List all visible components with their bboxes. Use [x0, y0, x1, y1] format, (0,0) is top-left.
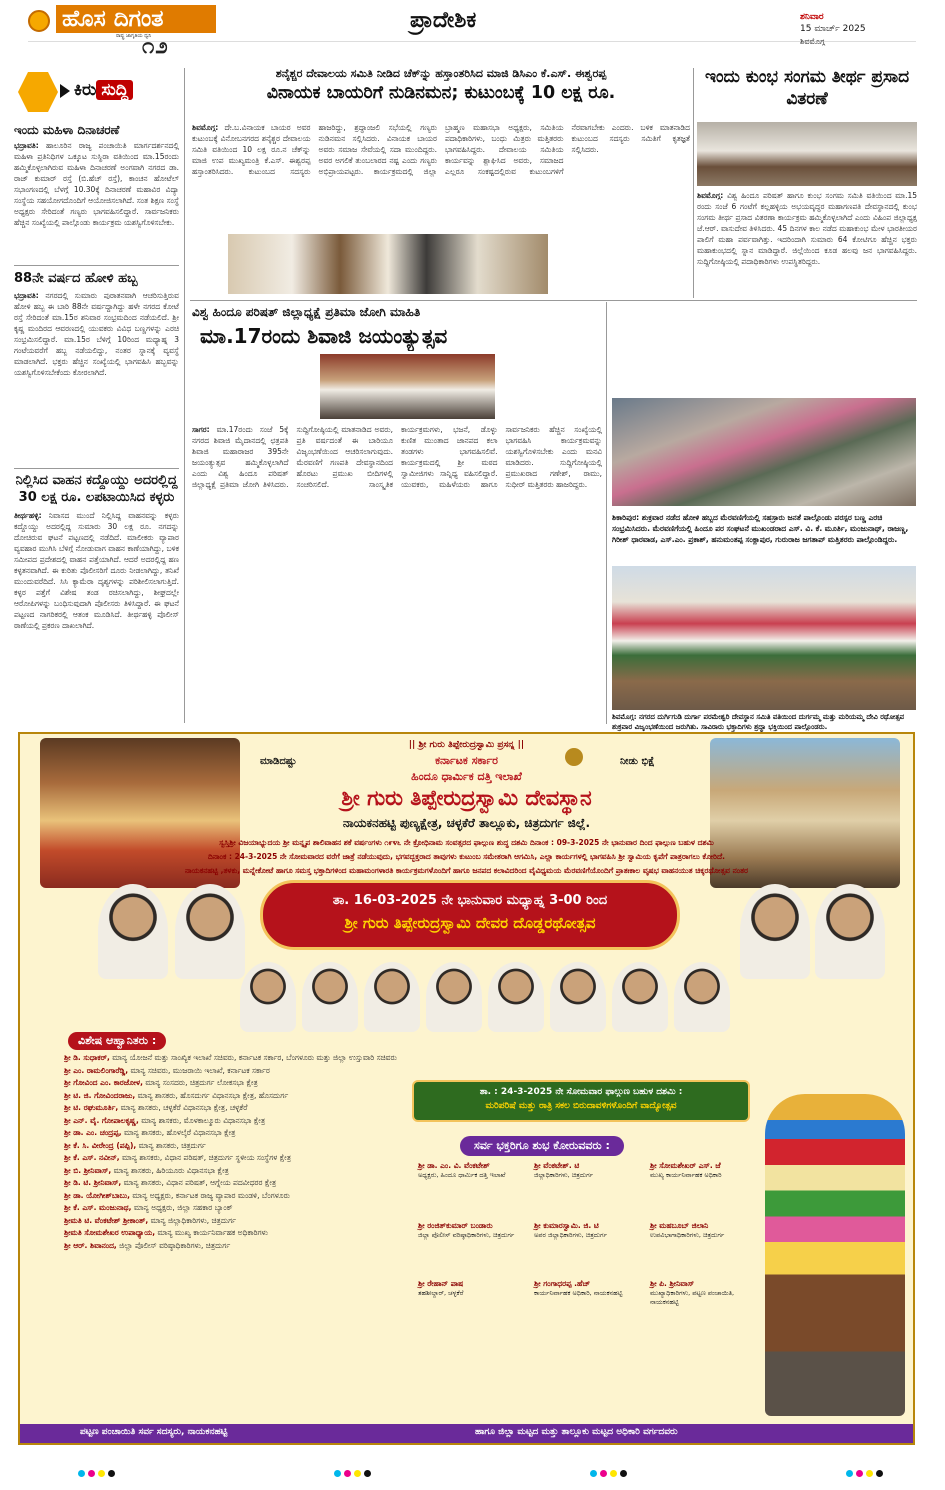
- dignitary-photo: [364, 962, 420, 1032]
- photo-caption-1: ಶಿಕಾರಿಪುರ: ಶುಕ್ರವಾರ ನಡೆದ ಹೋಳಿ ಹಬ್ಬದ ಮೆರವಣಿಗೆಯಲ್ಲಿ ಸಹಸ್ರಾರು ಜನತೆ ಪಾಲ್ಗೊಂಡು ಪರಸ್ಪರ ಬಣ್ಣ ಎರಚಿ ಸಂಭ್ರಮಿಸಿದರು. ಮೆರವಣಿಗೆಯಲ್ಲಿ ಹಿಂದೂ ಪರ ಸಂಘಟನೆ ಮುಖಂಡರಾದ ಎಸ್. ವಿ. ಕೆ. ಮೂರ್ತಿ, ಮಂಜುನಾಥ್, ರಾಜಣ್ಣ, ಗಿರೀಶ್ ಧಾರವಾಡ, ಎಸ್.ಎಂ. ಪ್ರಕಾಶ್, ಹನುಮಂತಪ್ಪ ಸಂಕ್ಲಾಪುರ, ಗುರುರಾಜ ಜಗತಾಪ್ ಮತ್ತಿತರರು ಪಾಲ್ಗೊಂಡಿದ್ದರು.: [612, 513, 909, 544]
- invitee-role: ಮಾನ್ಯ ಸಂಸದರು, ಚಿತ್ರದುರ್ಗ ಲೋಕಸಭಾ ಕ್ಷೇತ್ರ: [142, 1078, 258, 1087]
- ad-right-tag: ನೀಡು ಭಿಕ್ಷೆ: [620, 756, 655, 767]
- invitee-row: [64, 1190, 409, 1203]
- story-3-headline: ಮಾ.17ರಂದು ಶಿವಾಜಿ ಜಯಂತ್ಯುತ್ಸವ: [200, 324, 448, 348]
- invitee-role: ಮಾನ್ಯ ಅಧ್ಯಕ್ಷರು, ಕರ್ನಾಟಕ ರಾಜ್ಯ ವ್ಯಾಪಾರ ಮಂಡಳಿ, ಬೆಂಗಳೂರು: [129, 1190, 290, 1200]
- greeter-role: ಮುಖ್ಯಾಧಿಕಾರಿಗಳು, ಪಟ್ಟಣ ಪಂಚಾಯಿತಿ, ನಾಯಕನಹಟ್ಟಿ: [650, 1289, 735, 1306]
- invitee-name: ಶ್ರೀ ಆರ್. ಶಿವಾನಂದ,: [64, 1240, 117, 1250]
- karnataka-emblem-icon: [565, 748, 583, 766]
- invitee-role: ಜಿಲ್ಲಾ ಪೊಲೀಸ್ ವರಿಷ್ಠಾಧಿಕಾರಿಗಳು, ಚಿತ್ರದುರ್ಗ: [116, 1240, 231, 1250]
- invitee-name: ಶ್ರೀ ಕೆ. ಎಸ್. ನವೀನ್,: [64, 1153, 120, 1162]
- greeter-name: ಶ್ರೀ ವೆಂಕಟೇಶ್. ಟಿ: [534, 1161, 580, 1170]
- column-divider: [606, 302, 607, 724]
- invitee-name: ಶ್ರೀ ಡಿ. ಸುಧಾಕರ್,: [64, 1053, 110, 1062]
- issue-day: ಶನಿವಾರ: [800, 12, 824, 22]
- greeter-name: ಶ್ರೀ ಸೋಮಶೇಖರ್ ಎಸ್. ಜೆ: [650, 1161, 721, 1170]
- dignitary-photo: [302, 962, 358, 1032]
- ad-invitees-list: [64, 1052, 409, 1252]
- dignitary-photo: [815, 884, 885, 979]
- invitee-name: ಶ್ರೀ ಡಿ. ಟಿ. ಶ್ರೀನಿವಾಸ್,: [64, 1178, 122, 1187]
- divider: [14, 468, 179, 469]
- ad-date-box-line-1: ತಾ. : 24-3-2025 ನೇ ಸೋಮವಾರ ಫಾಲ್ಗುಣ ಬಹುಳ ದಶಮಿ :: [479, 1087, 683, 1097]
- story-3: [192, 304, 602, 724]
- column-divider: [184, 68, 185, 723]
- ad-greeters-title: ಸರ್ವ ಭಕ್ತರಿಗೂ ಶುಭ ಕೋರುವವರು :: [460, 1136, 624, 1156]
- pointer-icon: [60, 84, 70, 98]
- invitee-role: ಮಾನ್ಯ ಮುಖ್ಯ ಕಾರ್ಯನಿರ್ವಾಹಕ ಅಧಿಕಾರಿಗಳು: [155, 1228, 268, 1237]
- ad-invocation: || ಶ್ರೀ ಗುರು ತಿಪ್ಪೇರುದ್ರಸ್ವಾಮಿ ಪ್ರಸನ್ನ ||: [408, 740, 525, 750]
- greeter-role: ಉಪವಿಭಾಗಾಧಿಕಾರಿಗಳು, ಚಿತ್ರದುರ್ಗ: [650, 1231, 725, 1239]
- ad-footer-right: ಹಾಗೂ ಜಿಲ್ಲಾ ಮಟ್ಟದ ಮತ್ತು ತಾಲ್ಲೂಕು ಮಟ್ಟದ ಅಧಿಕಾರಿ ವರ್ಗದವರು: [475, 1427, 678, 1437]
- greeter-role: ಮುಖ್ಯ ಕಾರ್ಯನಿರ್ವಾಹಕ ಅಧಿಕಾರಿ: [650, 1171, 722, 1179]
- masthead-logo: [28, 4, 164, 39]
- invitee-name: ಶ್ರೀ ಡಾ. ಯೋಗೀಶ್‌ಬಾಬು,: [64, 1190, 130, 1200]
- invitee-row: [64, 1065, 409, 1078]
- story-1-kicker: ಶನೈಶ್ಚರ ದೇವಾಲಯ ಸಮಿತಿ ನೀಡಿದ ಚೆಕ್‌ನ್ನು ಹಸ್ತಾಂತರಿಸಿದ ಮಾಜಿ ಡಿಸಿಎಂ ಕೆ.ಎಸ್. ಈಶ್ವರಪ್ಪ: [275, 67, 607, 80]
- story-1-body: [192, 122, 690, 230]
- greeter-role: ಅಪರ ಜಿಲ್ಲಾಧಿಕಾರಿಗಳು, ಚಿತ್ರದುರ್ಗ: [534, 1231, 607, 1239]
- dignitary-photo: [612, 962, 668, 1032]
- sun-icon: [28, 10, 50, 32]
- ad-left-tag: ಮಾಡಿದಷ್ಟು: [260, 756, 297, 767]
- story-1-dateline: ಶಿವಮೊಗ್ಗ:: [192, 123, 219, 132]
- ad-banner-event: ಶ್ರೀ ಗುರು ತಿಪ್ಪೇರುದ್ರಸ್ವಾಮಿ ದೇವರ ದೊಡ್ಡರಥೋತ್ಸವ: [344, 914, 596, 932]
- story-3-body: [192, 424, 602, 722]
- ad-place: ನಾಯಕನಹಟ್ಟಿ ಪುಣ್ಯಕ್ಷೇತ್ರ, ಚಳ್ಳಕೆರೆ ತಾಲ್ಲೂಕು, ಚಿತ್ರದುರ್ಗ ಜಿಲ್ಲೆ.: [342, 816, 591, 830]
- ad-govt: ಕರ್ನಾಟಕ ಸರ್ಕಾರ: [435, 754, 498, 767]
- greeter-role: ಜಿಲ್ಲಾಧಿಕಾರಿಗಳು, ಚಿತ್ರದುರ್ಗ: [534, 1171, 593, 1179]
- greeter: [418, 1160, 528, 1180]
- invitee-row: [64, 1215, 409, 1228]
- invitee-row: [64, 1127, 409, 1140]
- divider: [190, 300, 917, 301]
- invitee-row: [64, 1077, 409, 1090]
- invitee-name: ಶ್ರೀ ಗೋವಿಂದ ಎಂ. ಕಾರಜೋಳ,: [64, 1078, 143, 1087]
- ad-date-box-line-2: ಮರಿಪರಿಷೆ ಮತ್ತು ರಾತ್ರಿ ಸಕಲ ಬಿರುದಾವಳಿಗಳೊಂದಿಗೆ ವಾದ್ಯೋತ್ಸವ: [485, 1101, 677, 1111]
- invitee-name: ಶ್ರೀ ಕೆ. ಎಸ್. ಮಂಜುನಾಥ,: [64, 1203, 132, 1212]
- story-2: [697, 66, 917, 298]
- ad-banner-date: ತಾ. 16-03-2025 ನೇ ಭಾನುವಾರ ಮಧ್ಯಾಹ್ನ 3-00 ರಿಂದ: [332, 893, 608, 908]
- column-divider: [693, 68, 694, 298]
- story-1-headline: ವಿನಾಯಕ ಬಾಯರಿಗೆ ನುಡಿನಮನ; ಕುಟುಂಬಕ್ಕೆ 10 ಲಕ್ಷ ರೂ.: [266, 83, 616, 103]
- brief-2-dateline: ಭದ್ರಾವತಿ:: [14, 291, 39, 300]
- invitee-role: ಮಾನ್ಯ ಅಧ್ಯಕ್ಷರು, ಜಿಲ್ಲಾ ಸಹಕಾರ ಬ್ಯಾಂಕ್: [131, 1203, 233, 1212]
- registration-marks: [334, 1470, 371, 1477]
- invitee-name: ಶ್ರೀ ಎಂ. ರಾಮಲಿಂಗಾರೆಡ್ಡಿ,: [64, 1065, 129, 1075]
- story-1-text: ದೇ.ಬ.ವಿನಾಯಕ ಬಾಯರ ಅವರ ಕುಟುಂಬಕ್ಕೆ ವಿನೋಬನಗರದ ಶನೈಶ್ಚರ ದೇವಾಲಯ ಸಮಿತಿ ವತಿಯಿಂದ 10 ಲಕ್ಷ ರೂ.ನ ಚೆಕ್‌ನ್ನು ಮಾಜಿ ಉಪ ಮುಖ್ಯಮಂತ್ರಿ ಕೆ.ಎಸ್. ಈಶ್ವರಪ್ಪ ಹಸ್ತಾಂತರಿಸಿದರು. ಕುಟುಂಬದ ಸದಸ್ಯರು ಹಾಜರಿದ್ದು, ಶ್ರದ್ಧಾಂಜಲಿ ಸಭೆಯಲ್ಲಿ ಗಣ್ಯರು ನುಡಿನಮನ ಸಲ್ಲಿಸಿದರು. ವಿನಾಯಕ ಬಾಯರ ಅವರು ಸಮಾಜ ಸೇವೆಯಲ್ಲಿ ಸದಾ ಮುಂದಿದ್ದರು. ಅವರ ಅಗಲಿಕೆ ತುಂಬಲಾರದ ನಷ್ಟ ಎಂದು ಗಣ್ಯರು ಅಭಿಪ್ರಾಯಪಟ್ಟರು. ಕಾರ್ಯಕ್ರಮದಲ್ಲಿ ಜಿಲ್ಲಾ ಬ್ರಾಹ್ಮಣ ಮಹಾಸಭಾ ಅಧ್ಯಕ್ಷರು, ಸಮಿತಿಯ ಪದಾಧಿಕಾರಿಗಳು, ಬಂಧು ಮಿತ್ರರು ಮತ್ತಿತರರು ಭಾಗವಹಿಸಿದ್ದರು. ದೇವಾಲಯ ಸಮಿತಿಯ ಕಾರ್ಯವನ್ನು ಶ್ಲಾಘಿಸಿದ ಅವರು, ಸಮಾಜದ ಎಲ್ಲರೂ ಸಂಕಷ್ಟದಲ್ಲಿರುವ ಕುಟುಂಬಗಳಿಗೆ ನೆರವಾಗಬೇಕು ಎಂದರು. ಬಳಿಕ ಮಾತನಾಡಿದ ಕುಟುಂಬದ ಸದಸ್ಯರು ಸಮಿತಿಗೆ ಕೃತಜ್ಞತೆ ಸಲ್ಲಿಸಿದರು.: [192, 123, 690, 176]
- kirusuddi-header: [14, 70, 179, 116]
- dignitary-photo: [488, 962, 544, 1032]
- greeter-role: ಜಿಲ್ಲಾ ಪೊಲೀಸ್ ವರಿಷ್ಠಾಧಿಕಾರಿಗಳು, ಚಿತ್ರದುರ್ಗ: [418, 1231, 515, 1239]
- invitee-role: ಮಾನ್ಯ ಸಚಿವರು, ಮುಜರಾಯಿ ಇಲಾಖೆ, ಕರ್ನಾಟಕ ಸರ್ಕಾರ: [128, 1065, 270, 1075]
- brief-1-headline: ಇಂದು ಮಹಿಳಾ ದಿನಾಚರಣೆ: [14, 123, 120, 137]
- kirusuddi-label-suffix: ಸುದ್ದಿ: [96, 80, 133, 100]
- invitee-role: ಮಾನ್ಯ ಶಾಸಕರು, ಚಳ್ಳಕೆರೆ ವಿಧಾನಸಭಾ ಕ್ಷೇತ್ರ, ಚಳ್ಳಕೆರೆ: [118, 1103, 248, 1112]
- news-photo-press-conference: [320, 354, 495, 419]
- photo-caption-2: ಶಿವಮೊಗ್ಗ: ನಗರದ ದುರ್ಗಿಗುಡಿ ದುರ್ಗಾ ಪರಮೇಶ್ವರಿ ದೇವಸ್ಥಾನ ಸಮಿತಿ ವತಿಯಿಂದ ದುರ್ಗಮ್ಮ ಮತ್ತು ಮರಿಯಮ್ಮ ದೇವಿ ರಥೋತ್ಸವ ಶುಕ್ರವಾರ ವಿಜೃಂಭಣೆಯಿಂದ ಜರುಗಿತು. ಸಾವಿರಾರು ಭಕ್ತಾದಿಗಳು ಶ್ರದ್ಧಾ ಭಕ್ತಿಯಿಂದ ಪಾಲ್ಗೊಂಡರು.: [612, 713, 905, 731]
- chariot-photo: [765, 1094, 905, 1416]
- invitee-name: ಶ್ರೀ ಡಾ. ಎಂ. ಚಂದ್ರಪ್ಪ,: [64, 1128, 122, 1137]
- invitee-row: [64, 1177, 409, 1190]
- brief-3-text: ನಿವಾಸದ ಮುಂದೆ ನಿಲ್ಲಿಸಿದ್ದ ವಾಹನವನ್ನು ಕಳ್ಳರು ಕದ್ದೊಯ್ದು ಅದರಲ್ಲಿದ್ದ ಸುಮಾರು 30 ಲಕ್ಷ ರೂ. ನಗದನ್ನು ದೋಚಿರುವ ಘಟನೆ ಪಟ್ಟಣದಲ್ಲಿ ನಡೆದಿದೆ. ಮಾಲೀಕರು ವ್ಯಾಪಾರ ವ್ಯವಹಾರ ಮುಗಿಸಿ ಬೆಳಿಗ್ಗೆ ನೋಡುವಾಗ ವಾಹನ ಕಾಣೆಯಾಗಿದ್ದು, ಬಳಿಕ ಸಮೀಪದ ಪ್ರದೇಶದಲ್ಲಿ ವಾಹನ ಪತ್ತೆಯಾಗಿದೆ. ಆದರೆ ಅದರಲ್ಲಿದ್ದ ಹಣ ಕಳ್ಳತನವಾಗಿದೆ. ಈ ಕುರಿತು ಪೊಲೀಸರಿಗೆ ದೂರು ನೀಡಲಾಗಿದ್ದು, ತನಿಖೆ ಮುಂದುವರೆದಿದೆ. ಸಿಸಿ ಕ್ಯಾಮೆರಾ ದೃಶ್ಯಗಳನ್ನು ಪರಿಶೀಲಿಸಲಾಗುತ್ತಿದೆ. ಕಳ್ಳರ ಪತ್ತೆಗೆ ವಿಶೇಷ ತಂಡ ರಚಿಸಲಾಗಿದ್ದು, ಶೀಘ್ರದಲ್ಲೇ ಆರೋಪಿಗಳನ್ನು ಬಂಧಿಸುವುದಾಗಿ ಪೊಲೀಸರು ತಿಳಿಸಿದ್ದಾರೆ. ಈ ಘಟನೆ ಪಟ್ಟಣದ ನಾಗರಿಕರಲ್ಲಿ ಆತಂಕ ಮೂಡಿಸಿದೆ. ತೀರ್ಥಹಳ್ಳಿ ಪೊಲೀಸ್ ಠಾಣೆಯಲ್ಲಿ ಪ್ರಕರಣ ದಾಖಲಾಗಿದೆ.: [14, 511, 179, 630]
- news-photo-holi-procession: [612, 398, 916, 506]
- invitee-row: [64, 1165, 409, 1178]
- page-number: ೧೨: [142, 34, 169, 59]
- dignitary-row: [240, 954, 760, 1034]
- dignitary-photo: [240, 962, 296, 1032]
- registration-marks: [78, 1470, 115, 1477]
- greeter-name: ಶ್ರೀ ಗಂಗಾಧರಪ್ಪ .ಹೆಚ್: [534, 1279, 591, 1288]
- ad-dept: ಹಿಂದೂ ಧಾರ್ಮಿಕ ದತ್ತಿ ಇಲಾಖೆ: [411, 770, 522, 783]
- greeter-name: ಶ್ರೀ ಡಾ. ಎಂ. ವಿ. ವೆಂಕಟೇಶ್: [418, 1161, 490, 1170]
- dignitary-photo: [674, 962, 730, 1032]
- dignitary-photo: [175, 884, 245, 979]
- brief-3: [14, 472, 179, 700]
- divider: [14, 265, 179, 266]
- invitee-role: ಮಾನ್ಯ ಶಾಸಕರು, ಹೊಳಲ್ಕೆರೆ ವಿಧಾನಸಭಾ ಕ್ಷೇತ್ರ: [121, 1128, 236, 1137]
- dignitary-photo: [426, 962, 482, 1032]
- brief-2-text: ನಗರದಲ್ಲಿ ಸುಮಾರು ಪುರಾತನವಾಗಿ ಆಚರಿಸುತ್ತಿರುವ ಹೋಳಿ ಹಬ್ಬ ಈ ಬಾರಿ 88ನೇ ವರ್ಷದ್ದಾಗಿದ್ದು ಹಳೇ ನಗರದ ಕೋಟೆ ರಸ್ತೆ ಸೇರಿದಂತೆ ಮಾ.15ರ ಶನಿವಾರ ಸಂಭ್ರಮದಿಂದ ನಡೆಯಲಿದೆ. ಶ್ರೀ ಕೃಷ್ಣ ಮಂದಿರದ ಆವರಣದಲ್ಲಿ ಯುವಕರು ವಿವಿಧ ಬಣ್ಣಗಳನ್ನು ಎರಚಿ ಸಂಭ್ರಮಿಸಲಿದ್ದಾರೆ. ಮಾ.15ರ ಬೆಳಿಗ್ಗೆ 10ರಿಂದ ಮಧ್ಯಾಹ್ನ 3 ಗಂಟೆಯವರೆಗೆ ಹಬ್ಬ ನಡೆಯಲಿದ್ದು, ನಂತರ ಸ್ನಾನಕ್ಕೆ ವ್ಯವಸ್ಥೆ ಮಾಡಲಾಗಿದೆ. ಭಕ್ತರು ಹೆಚ್ಚಿನ ಸಂಖ್ಯೆಯಲ್ಲಿ ಭಾಗವಹಿಸಿ ಹಬ್ಬವನ್ನು ಯಶಸ್ವಿಗೊಳಿಸಬೇಕೆಂದು ಕೋರಲಾಗಿದೆ.: [14, 291, 179, 377]
- kirusuddi-label: [74, 80, 133, 100]
- greeter: [650, 1220, 762, 1240]
- ad-line-1: ಸ್ವಸ್ತಿಶ್ರೀ ವಿಜಯಾಭ್ಯುದಯ ಶ್ರೀ ಮನ್ನೃಪ ಶಾಲಿವಾಹನ ಶಕೆ ವರ್ಷಂಗಳು ೧೯೪೬ ನೇ ಕ್ರೋಧಿನಾಮ ಸಂವತ್ಸರದ ಫಾಲ್ಗುಣ ಶುದ್ಧ ದಶಮಿ ದಿನಾಂಕ : 09-3-2025 ನೇ ಭಾನುವಾರ ದಿಂದ ಫಾಲ್ಗುಣ ಬಹುಳ ದಶಮಿ: [219, 838, 714, 847]
- story-2-headline: ಇಂದು ಕುಂಭ ಸಂಗಮ ತೀರ್ಥ ಪ್ರಸಾದ ವಿತರಣೆ: [704, 67, 910, 109]
- brief-3-body: [14, 510, 179, 700]
- greeter-name: ಶ್ರೀ ರೇಹಾನ್ ಪಾಷ: [418, 1279, 464, 1288]
- brief-3-dateline: ತೀರ್ಥಹಳ್ಳಿ:: [14, 511, 42, 520]
- greeter-name: ಶ್ರೀ ರಂಜಿತ್‌ಕುಮಾರ್ ಬಂಡಾರು: [418, 1221, 493, 1230]
- registration-marks: [846, 1470, 883, 1477]
- invitee-role: ಮಾನ್ಯ ಶಾಸಕರು, ವಿಧಾನ ಪರಿಷತ್, ಚಿತ್ರದುರ್ಗ ಸ್ಥಳೀಯ ಸಂಸ್ಥೆಗಳ ಕ್ಷೇತ್ರ: [119, 1153, 292, 1162]
- invitee-row: [64, 1240, 409, 1253]
- invitee-row: [64, 1202, 409, 1215]
- brief-1-body: [14, 140, 179, 264]
- greeter-name: ಶ್ರೀ ಕುಮಾರಸ್ವಾಮಿ. ಜಿ. ಟಿ: [534, 1221, 599, 1230]
- invitee-role: ಮಾನ್ಯ ಶಾಸಕರು, ಮೊಳಕಾಲ್ಮೂರು ವಿಧಾನಸಭಾ ಕ್ಷೇತ್ರ: [138, 1115, 266, 1125]
- invitee-name: ಶ್ರೀ ಬಿ. ಶ್ರೀನಿವಾಸ್,: [64, 1165, 112, 1175]
- invitee-name: ಶ್ರೀ ಟಿ. ರಘುಮೂರ್ತಿ,: [64, 1103, 119, 1112]
- invitee-role: ಮಾನ್ಯ ಶಾಸಕರು, ಹೊಸದುರ್ಗ ವಿಧಾನಸಭಾ ಕ್ಷೇತ್ರ, ಹೊಸದುರ್ಗ: [135, 1090, 289, 1100]
- dignitary-photo: [98, 884, 168, 979]
- invitee-role: ಮಾನ್ಯ ಯೋಜನೆ ಮತ್ತು ಸಾಂಖ್ಯಿಕ ಇಲಾಖೆ ಸಚಿವರು, ಕರ್ನಾಟಕ ಸರ್ಕಾರ, ಬೆಂಗಳೂರು ಮತ್ತು ಜಿಲ್ಲಾ ಉಸ್ತುವಾರಿ ಸಚಿವರು: [109, 1053, 397, 1062]
- greeter-role: ತಹಶೀಲ್ದಾರ್, ಚಳ್ಳಕೆರೆ: [418, 1289, 464, 1297]
- brief-2-headline: 88ನೇ ವರ್ಷದ ಹೋಳಿ ಹಬ್ಬ: [14, 271, 138, 286]
- paper-name: ಹೊಸ ದಿಗಂತ: [56, 5, 216, 33]
- invitee-row: [64, 1140, 409, 1153]
- brief-1-dateline: ಭದ್ರಾವತಿ:: [14, 141, 39, 150]
- greeter-name: ಶ್ರೀ ಮಹಬೂಬ್ ಜಿಲಾನಿ: [650, 1221, 709, 1230]
- greeter: [650, 1278, 762, 1307]
- invitee-name: ಶ್ರೀಮತಿ ಟಿ. ವೆಂಕಟೇಶ್ ಶ್ರೀಕಾಂತ್,: [64, 1215, 149, 1225]
- temple-advertisement: [18, 732, 915, 1445]
- ad-temple-name: ಶ್ರೀ ಗುರು ತಿಪ್ಪೇರುದ್ರಸ್ವಾಮಿ ದೇವಸ್ಥಾನ: [341, 786, 592, 810]
- date-block: [800, 12, 910, 47]
- invitee-row: [64, 1102, 409, 1115]
- section-title: ಪ್ರಾದೇಶಿಕ: [410, 8, 477, 33]
- invitee-row: [64, 1115, 409, 1128]
- news-photo-cheque-handover: [228, 234, 548, 294]
- greeter: [534, 1220, 644, 1240]
- brief-2-body: [14, 290, 179, 476]
- invitee-row: [64, 1227, 409, 1240]
- ad-event-banner: [260, 880, 680, 950]
- brief-1-text: ಹಾಲೂರಿನ ರಾಜ್ಯ ಪಂಚಾಯಿತಿ ಮಾರ್ಗದರ್ಶನದಲ್ಲಿ ಮಹಿಳಾ ಪ್ರತಿನಿಧಿಗಳ ಒಕ್ಕೂಟ ಸುಸ್ಥಿರಾ ವತಿಯಿಂದ ಮಾ.15ರಂದು ಹಮ್ಮಿಕೊಳ್ಳಲಾಗಿರುವ ಮಹಿಳಾ ದಿನಾಚರಣೆ ಅಂಗವಾಗಿ ನಗರದ ಡಾ. ರಾಜ್ ಕುಮಾರ್ ರಸ್ತೆ (ಬಿ.ಹೆಚ್ ರಸ್ತೆ), ಕಾಂಚನ ಹೋಟೆಲ್ ಸಭಾಂಗಣದಲ್ಲಿ ಬೆಳಗ್ಗೆ 10.30ಕ್ಕೆ ದಿನಾಚರಣೆ ಮಹಾವಿರ ವಿದ್ಯಾ ಸಂಸ್ಥೆಯ ಸಹಯೋಗದೊಂದಿಗೆ ಆಯೋಜಿಸಲಾಗಿದೆ. ಸಂತ ಶಿಕ್ಷಣ ಸಂಸ್ಥೆ ಅಧ್ಯಕ್ಷರು ಸೇರಿದಂತೆ ಗಣ್ಯರು ಭಾಗವಹಿಸಲಿದ್ದಾರೆ. ಸಾರ್ವಜನಿಕರು ಹೆಚ್ಚಿನ ಸಂಖ್ಯೆಯಲ್ಲಿ ಪಾಲ್ಗೊಂಡು ಕಾರ್ಯಕ್ರಮ ಯಶಸ್ವಿಗೊಳಿಸಬೇಕು.: [14, 141, 179, 227]
- greeter-name: ಶ್ರೀ ಪಿ. ಶ್ರೀನಿವಾಸ್: [650, 1279, 695, 1288]
- invitee-role: ಮಾನ್ಯ ಶಾಸಕರು, ಚಿತ್ರದುರ್ಗ: [136, 1140, 206, 1150]
- brief-3-headline: ನಿಲ್ಲಿಸಿದ ವಾಹನ ಕದ್ದೊಯ್ದು ಅದರಲ್ಲಿದ್ದ 30 ಲಕ್ಷ ರೂ. ಲಪಟಾಯಿಸಿದ ಕಳ್ಳರು: [15, 473, 178, 505]
- greeter: [534, 1278, 644, 1298]
- masthead: [0, 0, 945, 64]
- invitee-name: ಶ್ರೀ ಟಿ. ಜಿ. ಗೋವಿಂದರಾಜು,: [64, 1090, 136, 1100]
- dignitary-photo: [550, 962, 606, 1032]
- paper-tagline: ರಾಷ್ಟ್ರ ಜಾಗೃತಿಯ ಧ್ವನಿ: [116, 33, 152, 39]
- story-3-text: ಮಾ.17ರಂದು ಸಂಜೆ 5ಕ್ಕೆ ನಗರದ ಶಿವಾಜಿ ಮೈದಾನದಲ್ಲಿ ಛತ್ರಪತಿ ಶಿವಾಜಿ ಮಹಾರಾಜರ 395ನೇ ಜಯಂತ್ಯುತ್ಸವ ಹಮ್ಮಿಕೊಳ್ಳಲಾಗಿದೆ ಎಂದು ವಿಶ್ವ ಹಿಂದೂ ಪರಿಷತ್ ಜಿಲ್ಲಾಧ್ಯಕ್ಷೆ ಪ್ರತಿಮಾ ಜೋಗಿ ತಿಳಿಸಿದರು. ಸುದ್ದಿಗೋಷ್ಠಿಯಲ್ಲಿ ಮಾತನಾಡಿದ ಅವರು, ಪ್ರತಿ ವರ್ಷದಂತೆ ಈ ಬಾರಿಯೂ ವಿಜೃಂಭಣೆಯಿಂದ ಆಚರಿಸಲಾಗುವುದು. ಮೆರವಣಿಗೆ ಗಣಪತಿ ದೇವಸ್ಥಾನದಿಂದ ಹೊರಟು ಪ್ರಮುಖ ಬೀದಿಗಳಲ್ಲಿ ಸಂಚರಿಸಲಿದೆ. ಸಾಂಸ್ಕೃತಿಕ ಕಾರ್ಯಕ್ರಮಗಳು, ಭಜನೆ, ಡೊಳ್ಳು ಕುಣಿತ ಮುಂತಾದ ಜಾನಪದ ಕಲಾ ತಂಡಗಳು ಭಾಗವಹಿಸಲಿವೆ. ಕಾರ್ಯಕ್ರಮದಲ್ಲಿ ಶ್ರೀ ಮಠದ ಸ್ವಾಮೀಜಿಗಳು ಸಾನ್ನಿಧ್ಯ ವಹಿಸಲಿದ್ದಾರೆ. ಯುವಕರು, ಮಹಿಳೆಯರು ಹಾಗೂ ಸಾರ್ವಜನಿಕರು ಹೆಚ್ಚಿನ ಸಂಖ್ಯೆಯಲ್ಲಿ ಭಾಗವಹಿಸಿ ಕಾರ್ಯಕ್ರಮವನ್ನು ಯಶಸ್ವಿಗೊಳಿಸಬೇಕು ಎಂದು ಮನವಿ ಮಾಡಿದರು. ಸುದ್ದಿಗೋಷ್ಠಿಯಲ್ಲಿ ಪ್ರಮುಖರಾದ ಗಣೇಶ್, ರಾಮು, ಸುಧೀರ್ ಮತ್ತಿತರರು ಹಾಜರಿದ್ದರು.: [192, 425, 602, 489]
- invitee-name: ಶ್ರೀ ಕೆ. ಸಿ. ವೀರೇಂದ್ರ (ಪಪ್ಪಿ),: [64, 1140, 137, 1150]
- greeter: [534, 1160, 644, 1180]
- invitee-name: ಶ್ರೀ ಎನ್. ವೈ. ಗೋಪಾಲಕೃಷ್ಣ,: [64, 1115, 139, 1125]
- ad-footer-left: ಪಟ್ಟಣ ಪಂಚಾಯಿತಿ ಸರ್ವ ಸದಸ್ಯರು, ನಾಯಕನಹಟ್ಟಿ: [80, 1427, 228, 1437]
- ad-date-box: [412, 1080, 750, 1122]
- ad-footer: [20, 1424, 913, 1443]
- ad-line-2: ದಿನಾಂಕ : 24-3-2025 ನೇ ಸೋಮವಾರದ ವರೆಗೆ ಜಾತ್ರೆ ನಡೆಯುವುದು, ಭಗವದ್ಭಕ್ತರಾದ ತಾವುಗಳು ಕುಟುಂಬ ಸಮೇತರಾಗಿ ಆಗಮಿಸಿ, ಎಲ್ಲಾ ಕಾರ್ಯಗಳಲ್ಲಿ ಭಾಗವಹಿಸಿ ಶ್ರೀ ಸ್ವಾಮಿಯ ಕೃಪೆಗೆ ಪಾತ್ರರಾಗಲು ಕೋರಿದೆ.: [207, 852, 725, 861]
- brief-2: [14, 270, 179, 476]
- registration-marks: [590, 1470, 627, 1477]
- greeter: [418, 1278, 528, 1298]
- invitee-row: [64, 1052, 409, 1065]
- invitee-row: [64, 1090, 409, 1103]
- kirusuddi-column: [14, 70, 179, 720]
- news-photo-press-meet: [697, 122, 917, 186]
- invitee-role: ಮಾನ್ಯ ಶಾಸಕರು, ಹಿರಿಯೂರು ವಿಧಾನಸಭಾ ಕ್ಷೇತ್ರ: [111, 1165, 229, 1175]
- greeter: [650, 1160, 762, 1180]
- invitee-row: [64, 1152, 409, 1165]
- story-3-dateline: ಸಾಗರ:: [192, 425, 210, 434]
- invitee-role: ಮಾನ್ಯ ಶಾಸಕರು, ವಿಧಾನ ಪರಿಷತ್, ಆಗ್ನೇಯ ಪದವೀಧರರ ಕ್ಷೇತ್ರ: [121, 1178, 277, 1187]
- brief-1: [14, 122, 179, 264]
- kirusuddi-label-prefix: ಕಿರು: [74, 80, 97, 100]
- greeter: [418, 1220, 528, 1240]
- story-1: [192, 66, 690, 296]
- story-2-dateline: ಶಿವಮೊಗ್ಗ:: [697, 191, 724, 200]
- issue-edition: ಶಿವಮೊಗ್ಗ: [800, 37, 825, 46]
- story-2-text: ವಿಶ್ವ ಹಿಂದೂ ಪರಿಷತ್ ಹಾಗೂ ಕುಂಭ ಸಂಗಮ ಸಮಿತಿ ವತಿಯಿಂದ ಮಾ.15 ರಂದು ಸಂಜೆ 6 ಗಂಟೆಗೆ ಕಲ್ಲಹಳ್ಳಿಯ ಅಭಯವೃದ್ಧರ ಮಹಾಗಣಪತಿ ದೇವಸ್ಥಾನದಲ್ಲಿ ಕುಂಭ ಸಂಗಮ ತೀರ್ಥ ಪ್ರಸಾದ ವಿತರಣಾ ಕಾರ್ಯಕ್ರಮ ಹಮ್ಮಿಕೊಳ್ಳಲಾಗಿದೆ ಎಂದು ವಿಹಿಂಪ ಜಿಲ್ಲಾಧ್ಯಕ್ಷ ಜೆ.ಆರ್. ವಾಸುದೇವ ತಿಳಿಸಿದರು. 45 ದಿನಗಳ ಕಾಲ ನಡೆದ ಮಹಾಕುಂಭ ಮೇಳ ಭಾರತೀಯರ ಪಾಲಿಗೆ ಮಹಾ ಪರ್ವವಾಗಿತ್ತು. ಇದರಿಂದಾಗಿ ಸುಮಾರು 64 ಕೋಟಿಗೂ ಹೆಚ್ಚಿನ ಭಕ್ತರು ಮಹಾಕುಂಭದಲ್ಲಿ ಸ್ನಾನ ಮಾಡಿದ್ದಾರೆ. ಜಿಲ್ಲೆಯಿಂದ ಕೂಡ ಹಲವು ಜನ ಭಾಗವಹಿಸಿದ್ದರು. ಸುದ್ದಿಗೋಷ್ಠಿಯಲ್ಲಿ ಪದಾಧಿಕಾರಿಗಳು ಉಪಸ್ಥಿತರಿದ್ದರು.: [697, 191, 917, 266]
- story-2-body: [697, 190, 917, 296]
- invitee-name: ಶ್ರೀಮತಿ ಸೋಮಶೇಖರ ಉಪಾಧ್ಯಾಯ,: [64, 1228, 156, 1237]
- greeter-role: ಅಧ್ಯಕ್ಷರು, ಹಿಂದೂ ಧಾರ್ಮಿಕ ದತ್ತಿ ಇಲಾಖೆ: [418, 1171, 506, 1179]
- story-3-kicker: ವಿಶ್ವ ಹಿಂದೂ ಪರಿಷತ್ ಜಿಲ್ಲಾಧ್ಯಕ್ಷೆ ಪ್ರತಿಮಾ ಜೋಗಿ ಮಾಹಿತಿ: [192, 305, 421, 319]
- ad-line-3: ನಾಯಕನಹಟ್ಟಿ ,ತಳಕು, ಮನ್ನೇಕೋಟೆ ಹಾಗೂ ಸಮಸ್ತ ಭಕ್ತಾದಿಗಳಿಂದ ಮಹಾಮಂಗಳಾರತಿ ಕಾರ್ಯಕ್ರಮಗಳೊಂದಿಗೆ ಹಾಗೂ ಜನಪದ ಕಲಾವಿದರಿಂದ ವೈವಿಧ್ಯಮಯ ಮೆರವಣಿಗೆಯೊಂದಿಗೆ ಪ್ರಾತಃಕಾಲ ವೃಷಭ ವಾಹನಯುತ ಚಿಕ್ಕರಥೋತ್ಸವ ನಂತರ: [184, 866, 749, 875]
- ad-invitees-title: ವಿಶೇಷ ಆಹ್ವಾನಿತರು :: [68, 1032, 166, 1050]
- issue-date: 15 ಮಾರ್ಚ್ 2025: [800, 24, 866, 34]
- ad-greeters-grid: [418, 1160, 763, 1420]
- hand-icon: [18, 72, 58, 112]
- greeter-role: ಕಾರ್ಯನಿರ್ವಾಹಕ ಅಧಿಕಾರಿ, ನಾಯಕನಹಟ್ಟಿ: [534, 1289, 623, 1297]
- invitee-role: ಮಾನ್ಯ ಜಿಲ್ಲಾಧಿಕಾರಿಗಳು, ಚಿತ್ರದುರ್ಗ: [148, 1215, 237, 1225]
- news-photo-chariot-festival: [612, 566, 916, 710]
